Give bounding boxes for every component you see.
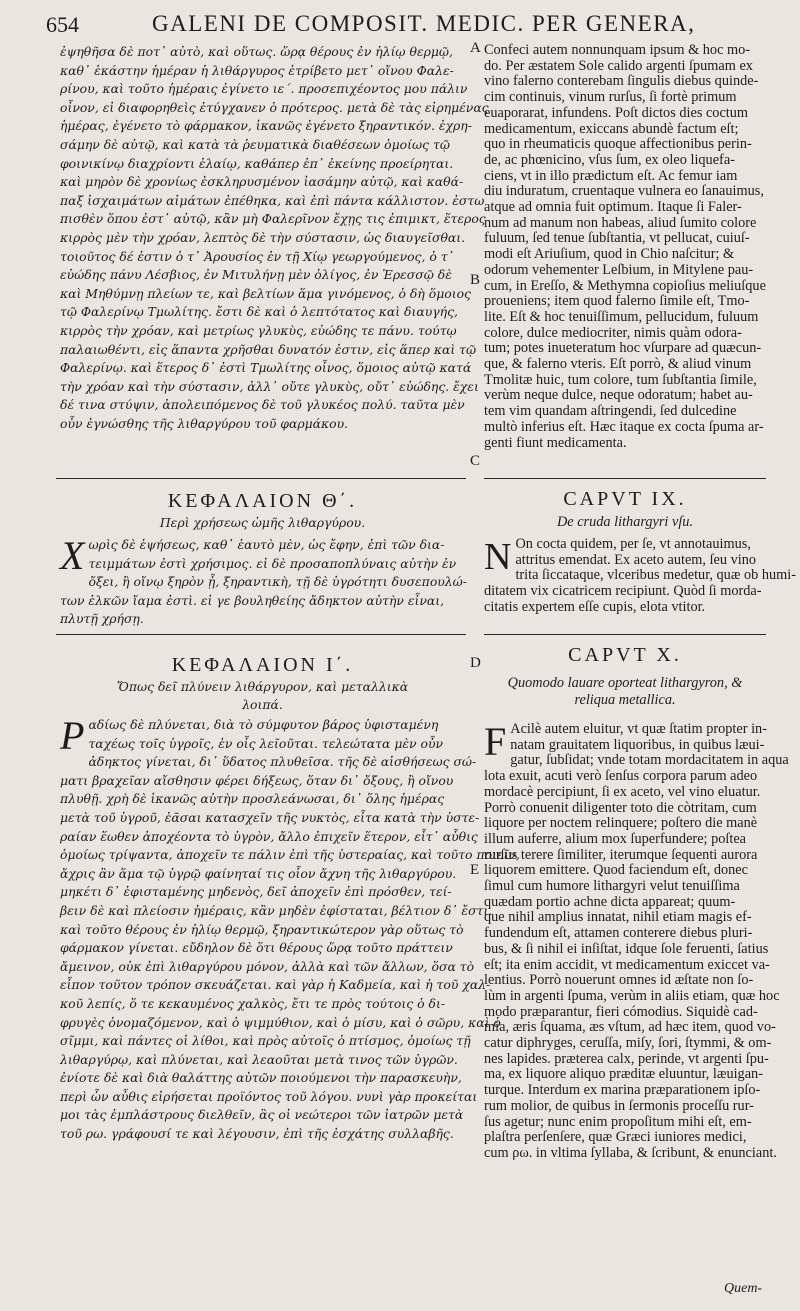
- greek-chapter-text: [60, 713, 520, 1144]
- greek-text-line: βειν δὲ καὶ πλείοσιν ἡμέραις, κἂν μηδὲν ἐφίσταται, βέλτιον δ᾽ ἔστι.: [60, 902, 493, 918]
- greek-text-line: παξ ἰσχαιμάτων αἱμάτων ἐπέθηκα, καὶ ἐπὶ πάντα κάλλιστον. ἐστω: [60, 192, 485, 208]
- greek-text-line: φοινικίνῳ διαχρίοντι ἐλαίῳ, καθάπερ ἐπ᾽ ἐκείνης προείρηται.: [60, 155, 454, 171]
- greek-chapter-subtitle: λοιπά.: [242, 697, 283, 712]
- greek-text-line: ταχέως τοῖς ὑγροῖς, ἐν οἷς λεῖοῦται. τελεώτατα μὲν οὖν: [88, 735, 444, 751]
- greek-text-block: [60, 43, 489, 433]
- page-number: 654: [46, 12, 79, 37]
- latin-text-line: quo in rheumaticis quoque affectionibus perin-: [484, 136, 752, 153]
- latin-text-line: trita ſiccataque, vlceribus medetur, quæ ob humi-: [515, 567, 796, 584]
- greek-text-line: πισθὲν ὅπου ἐστ᾽ αὐτῷ, κἂν μὴ Φαλερῖνον ἔχῃς τις ἐπιμικτ, ἕτερος: [60, 211, 486, 227]
- greek-text-line: μηκέτι δ᾽ ἐφισταμένης μηδενὸς, δεῖ ἀποχεῖν ἐπὶ πρόσθεν, τεί-: [60, 884, 452, 900]
- latin-text-line: lite. Eſt & hoc tenuiſſimum, pellucidum, fuluum: [484, 308, 759, 325]
- greek-text-line: κιρρὸς μὲν τὴν χρόαν, λεπτὸς δὲ τὴν σύστασιν, ὡς διαυγεῖσθαι.: [60, 229, 466, 245]
- greek-text-line: περὶ ὧν αὖθις εἰρήσεται προϊόντος τοῦ λόγου. νυνὶ γὰρ προκείται: [60, 1088, 478, 1104]
- greek-chapter-text: [60, 533, 467, 629]
- latin-text-line: colore, dulce mediocriter, nimis quàm odora-: [484, 324, 742, 341]
- latin-text-line: Confeci autem nonnunquam ipsum & hoc mo-: [484, 42, 751, 58]
- greek-text-line: ματι βραχεῖαν αἴσθησιν φέρει δήξεως, ὅταν δι᾽ ὄξους, ἢ οἴνου: [60, 772, 454, 788]
- latin-text-line: que, & falerno vteris. Eſt porrò, & aliud vinum: [484, 356, 752, 373]
- latin-text-line: lentius. Porrò nouerunt omnes id æſtate non ſo-: [484, 972, 754, 989]
- greek-text-line: ὄξει, ἢ οἴνῳ ξηρὸν ᾖ, ξηραντικὴ, τῇ δὲ ὑγρότητι δυσεπουλώ-: [88, 574, 467, 590]
- latin-text-line: fundendum eſt, attamen conterere diebus pluri-: [484, 925, 753, 942]
- greek-text-line: καὶ Μηθύμνῃ πλείων τε, καὶ βελτίων ἅμα γινόμενος, ὁ δὴ ὅμοιος: [60, 285, 471, 301]
- greek-chapter-subtitle: Ὅπως δεῖ πλύνειν λιθάργυρον, καὶ μεταλλικὰ: [116, 679, 409, 694]
- latin-text-line: de, ac phœnicino, vſus ſum, ex oleo liquefa-: [484, 151, 735, 168]
- greek-text-line: κιρρὸς τὴν χρόαν, καὶ μετρίως γλυκὺς, εὐώδης τε πάνυ. τούτῳ: [60, 322, 457, 338]
- latin-text-line: liquorem emittere. Quod faciendum eſt, donec: [484, 862, 749, 879]
- latin-text-line: Tmolitæ huic, tum colore, tum ſubſtantia ſimile,: [484, 371, 757, 388]
- margin-letter-b: B: [470, 272, 481, 288]
- running-title: GALENI DE COMPOSIT. MEDIC. PER GENERA,: [152, 11, 696, 36]
- greek-text-line: σῖμμι, καὶ πάντες οἱ λίθοι, καὶ πρὸς αὐτοῖς ὁ πτίσμος, ὁμοίως τῇ: [60, 1033, 471, 1049]
- latin-text-line: cum, in Ereſſo, & Methymna copioſius meliuſque: [484, 277, 766, 294]
- section-rule: [56, 634, 466, 635]
- latin-text-line: natam grauitatem liquoribus, in quibus læui-: [510, 736, 765, 753]
- latin-text-line: fuluum, ſed tenue ſubſtantia, vt pellucat, cuiuſ-: [484, 230, 750, 247]
- greek-text-line: ἄχρις ἂν ἅμα τῷ ὑγρῷ φαίνηταί τις οἷον ἄχνη τῆς λιθαργύρου.: [60, 865, 457, 881]
- catchword: Quem-: [724, 1281, 763, 1296]
- latin-text-line: do. Per æstatem Sole calido argenti ſpumam ex: [484, 57, 753, 74]
- margin-letter-a: A: [470, 40, 481, 56]
- latin-text-line: mia, æris ſquama, æs vſtum, ad hæc item, quod vo-: [484, 1019, 776, 1036]
- latin-text-line: euaporarat, infundens. Poſt dictos dies coctum: [484, 104, 749, 121]
- latin-text-line: ciens, vt in illo prædictum eſt. Ac femur iam: [484, 167, 738, 184]
- greek-text-line: φρυγὲς ὀνομαζόμενον, καὶ ὁ ψιμμύθιον, καὶ ὁ μίσυ, καὶ ὁ σῶρυ, καὶ ὁ: [60, 1014, 501, 1030]
- greek-text-line: λιθαργύρῳ, καὶ πλύνεται, καὶ λεαοῦται μετὰ τινος τῶν ὑγρῶν.: [60, 1051, 458, 1067]
- latin-text-line: Porrò conuenit diligenter toto die còtritam, cum: [484, 799, 757, 816]
- greek-text-line: πλυθῇ. χρὴ δὲ ἱκανῶς αὐτὴν προσλεάνωσαι, δι᾽ ὅλης ἡμέρας: [60, 791, 445, 807]
- greek-text-line: ἀδηκτος γίνεται, δι᾽ ὕδατος πλυθεῖσα. τῆς δὲ αἰσθήσεως σώ-: [88, 754, 477, 770]
- greek-text-line: καὶ τοῦτο θέρους ἐν ἡλίῳ θερμῷ, ξηραντικώτερον γὰρ οὕτως τὸ: [60, 921, 464, 937]
- latin-text-line: catur diphryges, ceruſſa, miſy, ſori, ſtymmi, & om-: [484, 1035, 772, 1052]
- latin-text-line: liquore per noctem relinquere; poſtero die manè: [484, 815, 758, 832]
- greek-text-line: πλυτῇ χρήσῃ.: [60, 611, 144, 627]
- latin-text-line: nes lapides. præterea calx, perinde, vt argenti ſpu-: [484, 1050, 769, 1067]
- greek-text-line: Φαλερίνῳ. καὶ ἕτερος δ᾽ ἐστὶ Τμωλίτης οἶνος, ὅμοιος αὐτῷ κατά: [60, 360, 472, 376]
- running-head: [0, 8, 800, 38]
- greek-text-line: εὐώδης πάνυ Λέσβιος, ἐν Μιτυλήνῃ μὲν ὀλίγος, ἐν Ἐρεσσῷ δὲ: [60, 267, 452, 283]
- greek-text-line: ἡμέρας, ἐγένετο τὸ φάρμακον, ἱκανῶς ἐγένετο ξηραντικόν. ἐχρη-: [60, 118, 472, 134]
- greek-text-line: σάμην δὲ αὐτῷ, καὶ κατὰ τὰ ῥευματικὰ διαθέσεων ὁμοίως τῷ: [60, 136, 450, 152]
- latin-text-line: gatur, ſubſidat; vnde totam mordacitatem in aqua: [510, 752, 789, 769]
- greek-text-line: τοιοῦτος δέ ἐστιν ὁ τ᾽ Ἀρουσίος ἐν τῇ Χίῳ γεωργούμενος, ὁ τ᾽: [60, 248, 454, 264]
- latin-text-line: modo præparantur, fieri cómodius. Siquidè cad-: [484, 1003, 758, 1020]
- initial-letter: Χ: [60, 533, 85, 578]
- greek-text-line: ωρὶς δὲ ἑψήσεως, καθ᾽ ἑαυτὸ μὲν, ὡς ἔφην, ἐπὶ τῶν δια-: [88, 537, 445, 552]
- latin-text-line: cim continuis, vinum rurſus, ſi fortè primum: [484, 89, 737, 106]
- greek-text-line: εἶπον τοῦτον τρόπον σκευάζεται. καὶ γὰρ ἡ Καδμεία, καὶ ἡ τοῦ χαλ-: [60, 977, 491, 993]
- initial-letter: F: [484, 719, 507, 764]
- latin-chapter-heading: CAPVT IX.: [563, 488, 687, 510]
- greek-text-line: ἄμεινον, οὐκ ἐπὶ λιθαργύρου μόνον, ἀλλὰ καὶ τῶν ἄλλων, ὅσα τὸ: [60, 958, 475, 974]
- latin-text-line: cum ρω. in vltima ſyllaba, & ſcribunt, & enunciant.: [484, 1144, 777, 1161]
- greek-text-line: οἶνον, εἰ διαφορηθεὶς ἐτύγχανεν ὁ πρότερος. μετὰ δὲ τὰς εἰρημένας: [60, 99, 489, 115]
- greek-text-line: τειμμάτων ἐστὶ χρήσιμος. εἰ δὲ προσαποπλύναις αὐτὴν ἐν: [88, 555, 457, 571]
- section-rule: [56, 478, 466, 479]
- latin-text-line: ditatem vix cicatricem recipiunt. Quòd ſi morda-: [484, 583, 762, 600]
- latin-text-line: odorum vehementer Leſbium, in Mitylene pau-: [484, 261, 754, 278]
- latin-text-line: modi eſt Ariuſium, quod in Chio naſcitur; &: [484, 246, 735, 263]
- latin-text-line: diu induratum, cruentaque vulnera eo ſanauimus,: [484, 183, 764, 200]
- initial-letter: N: [484, 536, 512, 578]
- latin-text-line: attritus emendat. Ex aceto autem, ſeu vino: [515, 551, 757, 568]
- latin-text-line: lùm in argenti ſpuma, verùm in aliis etiam, quæ hoc: [484, 987, 780, 1004]
- greek-text-line: ἐνίοτε δὲ καὶ διὰ θαλάττης αὐτῶν ποιούμενοι τὴν παρασκευὴν,: [60, 1070, 462, 1086]
- latin-text-line: rum molior, de quibus in ſermonis proceſſu rur-: [484, 1097, 754, 1114]
- greek-text-line: τὴν χρόαν καὶ τὴν σύστασιν, ἀλλ᾽ οὔτε γλυκὺς, οὔτ᾽ εὐώδης. ἔχει: [60, 378, 479, 394]
- latin-text-line: medicamentum, exiccans abundè factum eſt;: [484, 120, 739, 137]
- greek-text-line: τῷ Φαλερίνῳ Τμωλίτης. ἔστι δὲ καὶ ὁ λεπτότατος καὶ διαυγής,: [60, 304, 458, 320]
- latin-text-line: proueniens; item quod falerno ſimile eſt, Tmo-: [484, 293, 750, 310]
- latin-text-line: Acilè autem eluitur, vt quæ ſtatim propter in-: [510, 721, 767, 737]
- greek-text-line: καὶ μηρὸν δὲ χρονίως ἐσκληρυσμένον ἰασάμην αὐτῷ, καὶ καθά-: [60, 174, 464, 190]
- latin-chapter-heading: CAPVT X.: [568, 644, 682, 666]
- greek-text-line: δέ τινα στύψιν, ἀπολειπόμενος δὲ τοῦ γλυκέος πολύ. ταῦτα μὲν: [60, 397, 465, 413]
- latin-chapter-subtitle: De cruda lithargyri vſu.: [556, 514, 694, 530]
- latin-chapter-subtitle: Quomodo lauare oporteat lithargyron, &: [507, 675, 743, 691]
- greek-chapter-heading: ΚΕΦΑΛΑΙΟΝ Ι΄.: [171, 654, 354, 676]
- latin-text-line: multò inferius eſt. Hæc itaque ex cocta ſpuma ar-: [484, 418, 764, 435]
- greek-text-line: οὖν ἐγνώσθης τῆς λιθαργύρου τοῦ φαρμάκου.: [60, 415, 349, 431]
- latin-text-line: vino falerno conterebam ſingulis diebus quinde-: [484, 73, 759, 90]
- latin-text-line: num ad manum non habeas, aliud ſumito colore: [484, 214, 757, 231]
- greek-text-line: ραίαν ἕωθεν ἀποχέοντα τὸ ὑγρὸν, ἄλλο ἐπιχεῖν ἕτερον, εἶτ᾽ αὖθις: [60, 828, 478, 844]
- section-rule: [484, 634, 766, 635]
- latin-text-line: lota exuit, acuti verò ſenſus corpora parum adeo: [484, 768, 758, 785]
- latin-text-line: mordacè percipiunt, ſi ex aceto, vel vino eluatur.: [484, 783, 761, 800]
- latin-text-line: On cocta quidem, per ſe, vt annotauimus,: [515, 536, 751, 552]
- greek-text-line: ὁμοίως τρίψαντα, ἀποχεῖν τε πάλιν ἐπὶ τῆς ὑστεραίας, καὶ τοῦτο ποιεῖν,: [60, 847, 520, 863]
- greek-text-line: τοῦ ρω. γράφουσί τε καὶ λέγουσιν, ἐπὶ τῆς ἐσχάτης συλλαβῆς.: [60, 1126, 454, 1142]
- latin-text-block: [484, 43, 766, 451]
- margin-letter-d: D: [470, 655, 481, 671]
- latin-text-line: atque ad omnia fuit optimum. Itaque ſi Faler-: [484, 199, 742, 216]
- greek-text-line: αδίως δὲ πλύνεται, διὰ τὸ σύμφυτον βάρος ὑφισταμένη: [88, 717, 439, 732]
- latin-text-line: ma, ex liquore aliquo præditæ eluuntur, læuigan-: [484, 1066, 763, 1083]
- latin-text-line: ſus agetur; nunc enim propoſitum mihi eſt, em-: [484, 1113, 752, 1130]
- greek-text-line: κοῦ λεπίς, ὅ τε κεκαυμένος χαλκὸς, ἔτι τε πρὸς τούτοις ὁ δι-: [60, 995, 446, 1011]
- initial-letter: Ρ: [60, 713, 85, 758]
- margin-letter-c: C: [470, 453, 481, 469]
- section-rule: [484, 478, 766, 479]
- latin-text-line: quædam portio achne dicta appareat; quum-: [484, 893, 736, 910]
- greek-text-line: καθ᾽ ἑκάστην ἡμέραν ἡ λιθάργυρος ἐτρίβετο μετ᾽ οἴνου Φαλε-: [60, 62, 454, 78]
- latin-text-line: eſt; ita enim accidit, vt medicamentum exiccet va-: [484, 956, 770, 973]
- latin-text-line: bus, & ſi nihil ei inſiſtat, idque ſole feruenti, ſatius: [484, 940, 769, 957]
- latin-chapter-text: [484, 719, 789, 1162]
- latin-text-line: genti fiunt medicamenta.: [484, 434, 627, 451]
- latin-text-line: illum auferre, alium mox ſuperfundere; poſtea: [484, 830, 747, 847]
- latin-text-line: verùm neque dulce, neque odoratum; habet au-: [484, 387, 753, 404]
- latin-text-line: tem vim quandam aſtringendi, ſed dulcedine: [484, 403, 737, 420]
- latin-text-line: ſimul cum humore lithargyri velut tenuiſſima: [484, 878, 740, 895]
- greek-text-line: ἐψηθῆσα δὲ ποτ᾽ αὐτὸ, καὶ οὕτως. ὥρᾳ θέρους ἐν ἡλίῳ θερμῷ,: [60, 44, 453, 59]
- greek-text-line: μοι τὰς ἐμπλάστρους διελθεῖν, ἃς οἱ νεώτεροι τῶν ἰατρῶν μετὰ: [60, 1107, 464, 1123]
- latin-text-line: que nihil amplius innatat, nihil etiam magis ef-: [484, 909, 752, 926]
- margin-letter-e: E: [470, 862, 480, 878]
- greek-text-line: των ἑλκῶν ἴαμα ἐστὶ. εἰ γε βουληθείης ἄδηκτον αὐτὴν εἶναι,: [60, 592, 445, 608]
- latin-text-line: plaſtra perſenſere, quæ Græci iuniores medici,: [484, 1129, 747, 1146]
- latin-chapter-text: [484, 536, 796, 616]
- latin-text-line: rurſus terere ſimiliter, iterumque ſequenti aurora: [484, 846, 758, 863]
- greek-chapter-heading: ΚΕΦΑΛΑΙΟΝ Θ΄.: [167, 490, 358, 512]
- greek-text-line: μετὰ τοῦ ὑγροῦ, ἐᾶσαι κατασχεῖν τῆς νυκτὸς, εἶτα κατὰ τὴν ὑστε-: [60, 809, 480, 825]
- latin-text-line: tum; potes inueteratum hoc vſurpare ad quæcun-: [484, 340, 762, 357]
- greek-text-line: παλαιωθέντι, εἰς ἅπαντα χρῆσθαι δυνατόν ἐστιν, εἰς ἅπερ καὶ τῷ: [60, 341, 477, 357]
- greek-text-line: φάρμακον γίνεται. εὔδηλον δὲ ὅτι θέρους ὥρᾳ τοῦτο πράττειν: [60, 940, 453, 956]
- greek-text-line: ρίνου, καὶ τοῦτο ἡμέραις ἐγίνετο ιε΄. προσεπιχέοντος μου πάλιν: [60, 81, 468, 97]
- latin-text-line: citatis expertem eſſe cupis, elota vtitor.: [484, 598, 706, 615]
- latin-text-line: turque. Interdum ex marina præparationem ipſo-: [484, 1082, 761, 1099]
- latin-chapter-subtitle: reliqua metallica.: [574, 692, 676, 708]
- greek-chapter-subtitle: Περὶ χρήσεως ὠμῆς λιθαργύρου.: [159, 515, 366, 530]
